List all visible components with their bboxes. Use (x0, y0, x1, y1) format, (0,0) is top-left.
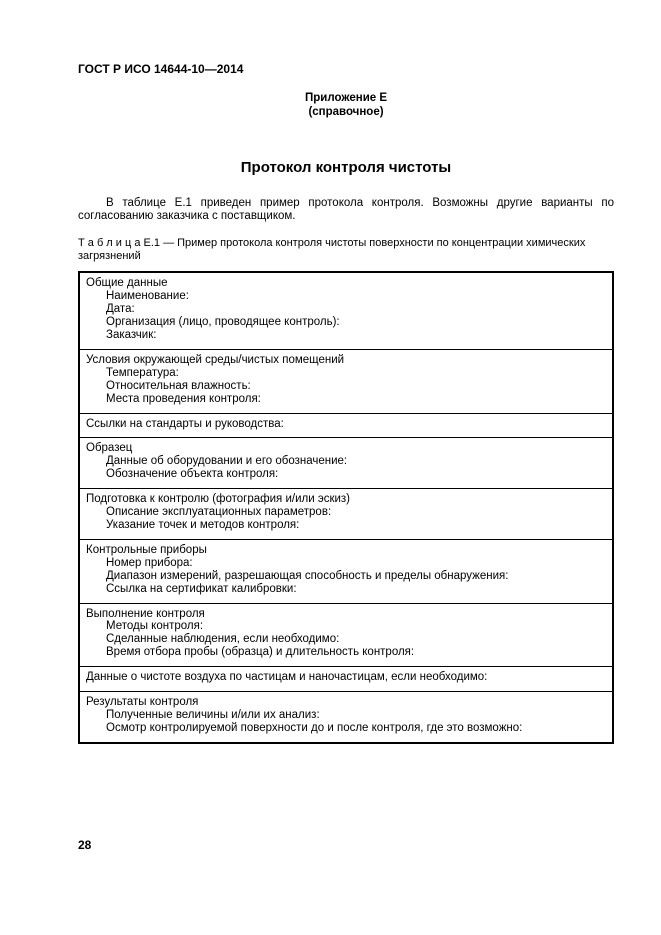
row-title: Контрольные приборы (86, 543, 207, 556)
row-title: Ссылки на стандарты и руководства: (86, 417, 284, 430)
row-item: Ссылка на сертификат калибровки: (106, 582, 297, 595)
table-row (80, 540, 612, 604)
page-content (78, 62, 614, 744)
row-title: Подготовка к контролю (фотография и/или эскиз) (86, 493, 351, 506)
table-row (80, 692, 612, 742)
row-item: Организация (лицо, проводящее контроль): (106, 316, 340, 329)
table-caption: Т а б л и ц а Е.1 — Пример протокола контроля чистоты поверхности по концентрации химических загрязнений (78, 237, 586, 263)
protocol-table (78, 271, 614, 743)
row-item: Описание эксплуатационных параметров: (106, 506, 332, 519)
row-item: Заказчик: (106, 329, 157, 342)
row-item: Диапазон измерений, разрешающая способность и пределы обнаружения: (106, 569, 509, 582)
row-item: Время отбора пробы (образца) и длительность контроля: (106, 646, 415, 659)
row-item: Наименование: (106, 290, 189, 303)
row-item: Обозначение объекта контроля: (106, 468, 279, 481)
appendix-heading-block (78, 92, 614, 119)
row-title: Данные о чистоте воздуха по частицам и наночастицам, если необходимо: (86, 671, 488, 684)
row-item: Относительная влажность: (106, 379, 251, 392)
row-title: Условия окружающей среды/чистых помещений (86, 353, 345, 366)
table-row (80, 489, 612, 540)
table-row (80, 604, 612, 668)
row-item: Методы контроля: (106, 620, 204, 633)
table-row (80, 667, 612, 692)
page-number: 28 (78, 838, 92, 852)
table-row (80, 438, 612, 489)
row-title: Выполнение контроля (86, 607, 205, 620)
row-item: Осмотр контролируемой поверхности до и после контроля, где это возможно: (106, 721, 523, 734)
row-title: Результаты контроля (86, 696, 199, 709)
intro-paragraph: В таблице Е.1 приведен пример протокола контроля. Возможны другие варианты по согласованию заказчика с поставщиком. (78, 197, 614, 223)
row-item: Полученные величины и/или их анализ: (106, 708, 320, 721)
row-item: Номер прибора: (106, 556, 193, 569)
table-row (80, 273, 612, 350)
table-row (80, 350, 612, 414)
row-item: Указание точек и методов контроля: (106, 519, 300, 531)
row-item: Температура: (106, 366, 179, 379)
appendix-title: Приложение Е (304, 92, 388, 104)
row-item: Данные об оборудовании и его обозначение: (106, 455, 348, 468)
row-title: Общие данные (86, 277, 168, 290)
row-title: Образец (86, 442, 133, 455)
row-item: Сделанные наблюдения, если необходимо: (106, 633, 340, 646)
table-row (80, 414, 612, 439)
row-item: Места проведения контроля: (106, 392, 261, 405)
row-item: Дата: (106, 303, 135, 316)
document-standard-header: ГОСТ Р ИСО 14644-10—2014 (78, 62, 244, 76)
appendix-subtitle: (справочное) (308, 105, 384, 118)
section-title: Протокол контроля чистоты (240, 159, 452, 176)
